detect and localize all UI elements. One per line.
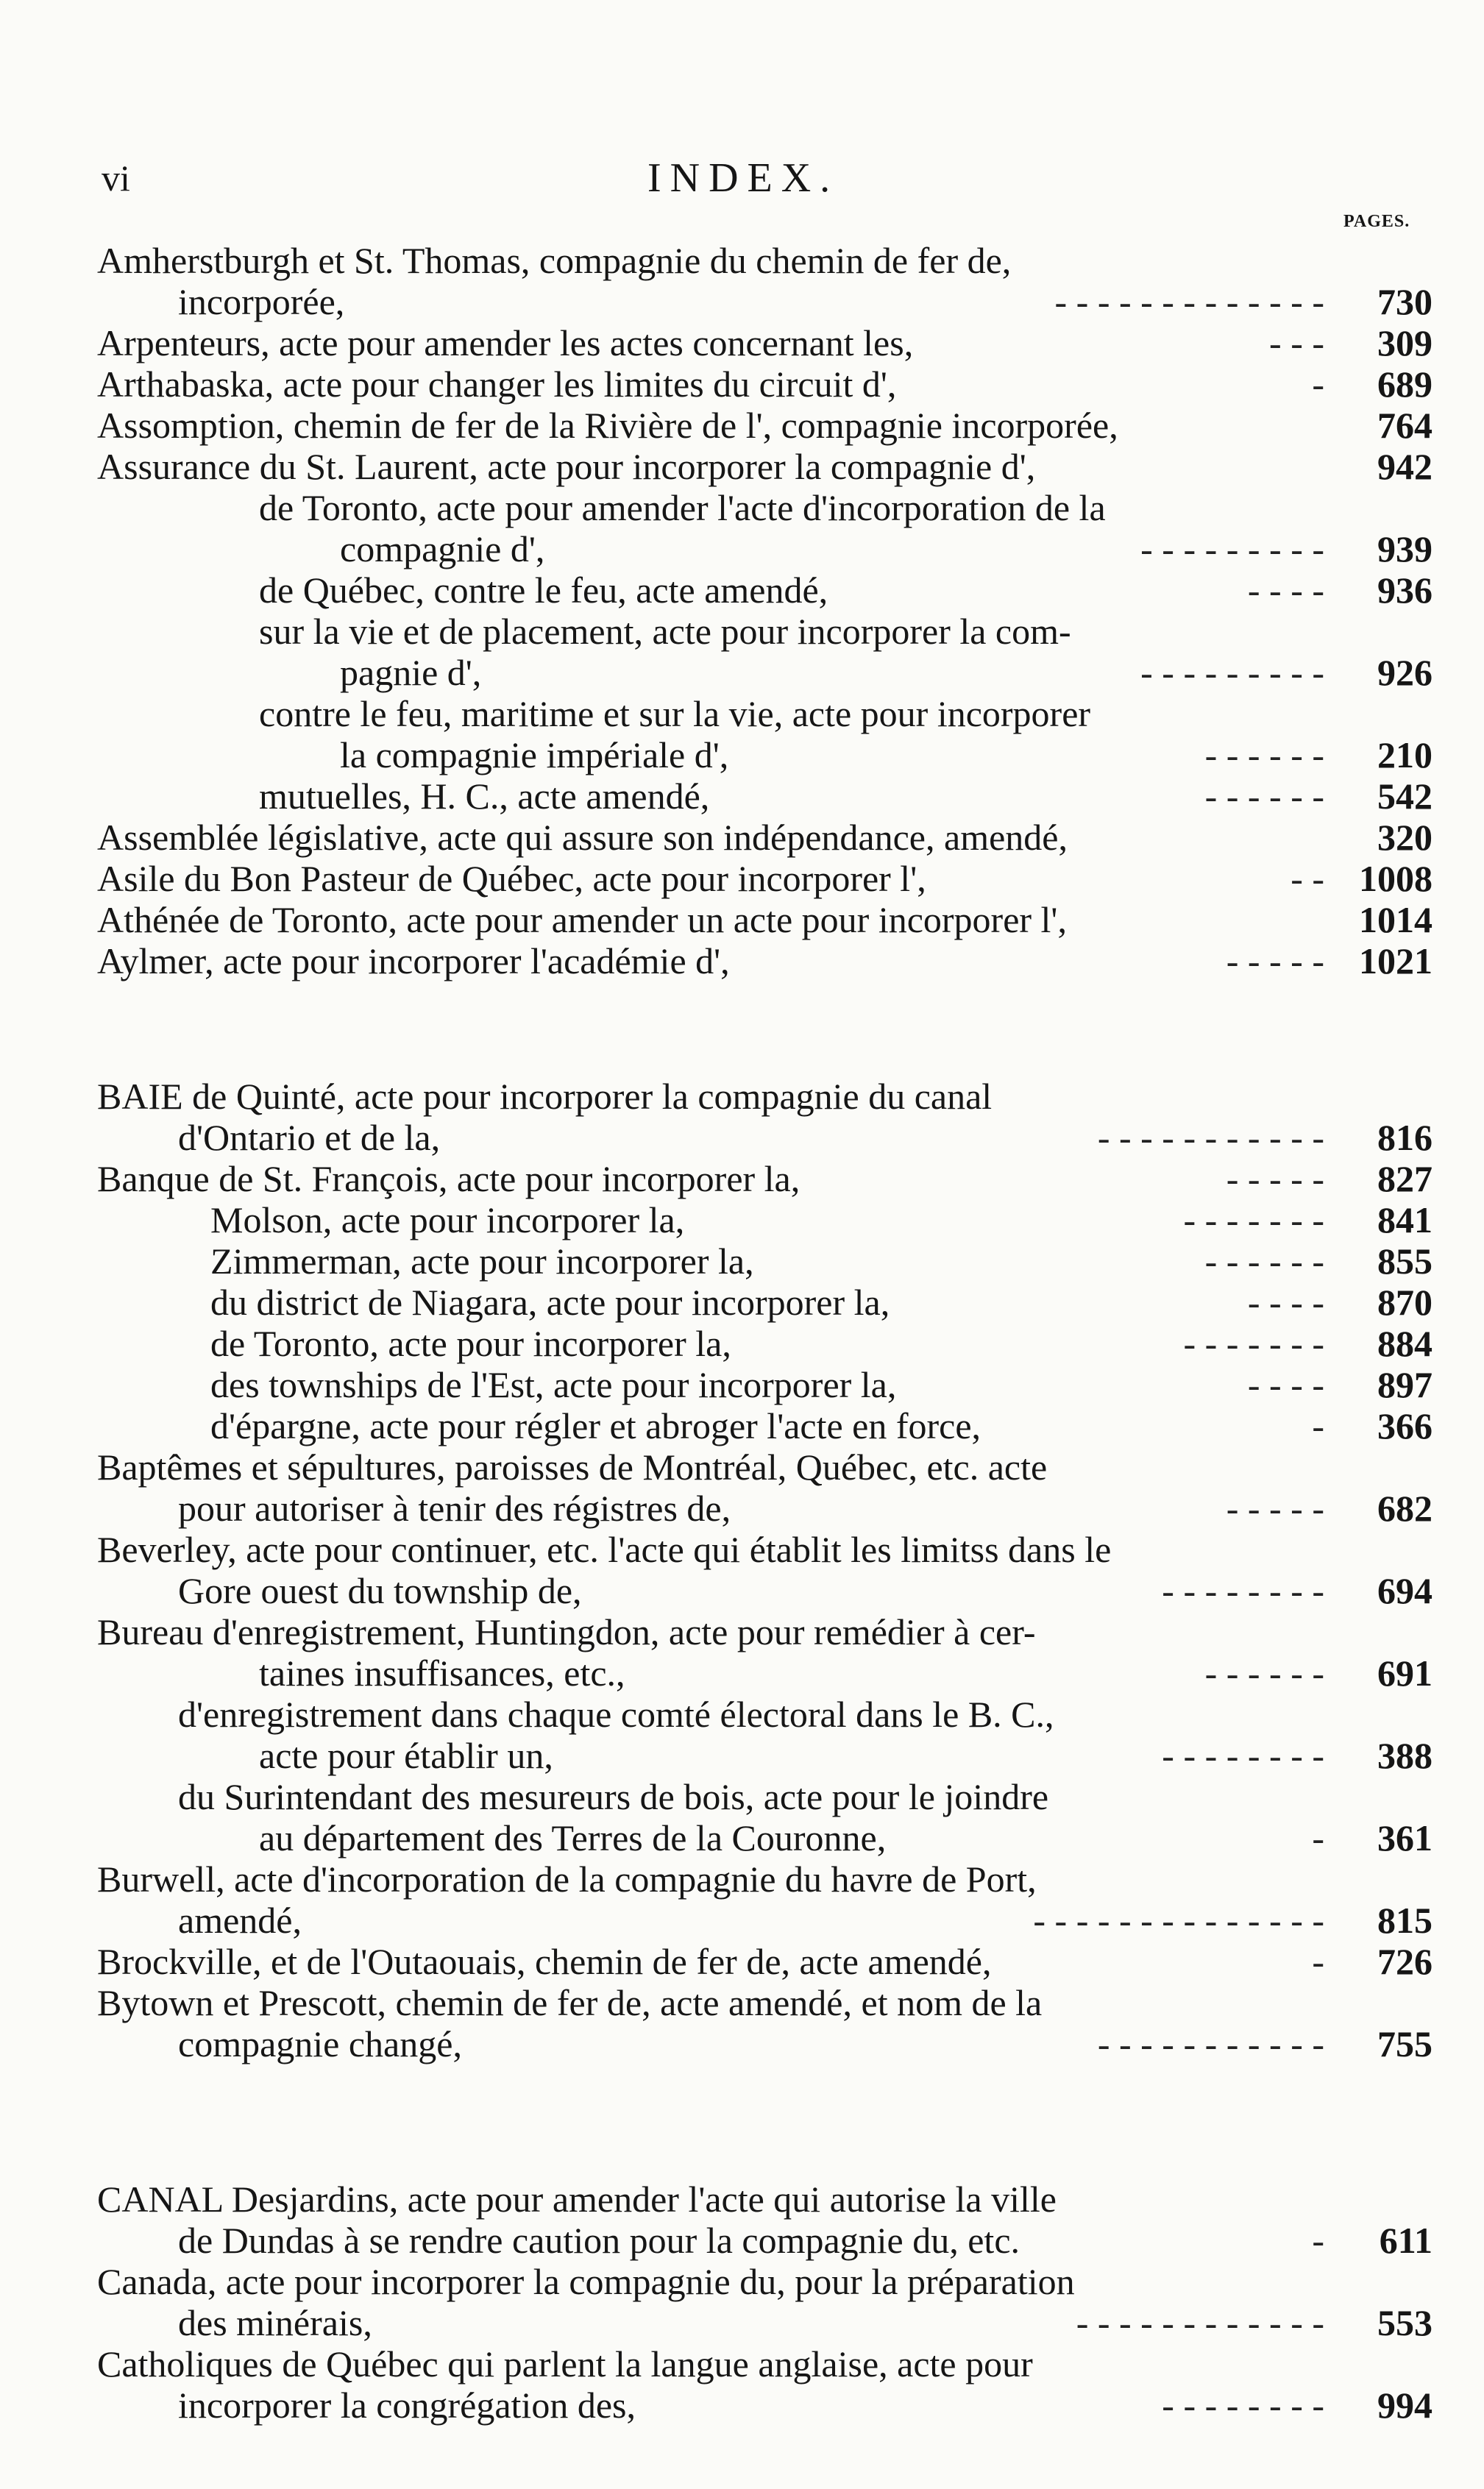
index-entry	[0, 2261, 1484, 2343]
index-entry-line	[0, 569, 1484, 611]
dot-leader: - - - - - - -	[1183, 1323, 1324, 1364]
entry-text: Beverley, acte pour continuer, etc. l'acte qui établit les limitss dans le	[97, 1529, 1112, 1570]
dot-leader: - - - - - -	[1204, 1652, 1324, 1694]
dot-leader: - - - - - - - - - - -	[1097, 1117, 1324, 1158]
index-section-b	[0, 1076, 1484, 2064]
dot-leader: - - - - - -	[1204, 1240, 1324, 1282]
index-entry-line	[0, 734, 1484, 775]
index-entry	[0, 363, 1484, 405]
dot-leader: - - - -	[1247, 1364, 1324, 1405]
dot-leader: -	[1312, 1817, 1324, 1858]
page-number: 726	[1377, 1941, 1432, 1982]
index-entry-line	[0, 1858, 1484, 1900]
index-entry-line	[0, 446, 1484, 487]
entry-text: Zimmerman, acte pour incorporer la,	[210, 1240, 754, 1282]
entry-text: de Dundas à se rendre caution pour la compagnie du, etc.	[178, 2220, 1020, 2261]
page-number: 366	[1377, 1405, 1432, 1446]
entry-text: pour autoriser à tenir des régistres de,	[178, 1488, 731, 1529]
dot-leader: - - - - -	[1226, 1488, 1324, 1529]
page-number: 841	[1377, 1199, 1432, 1240]
index-entry	[0, 817, 1484, 858]
index-entry	[0, 1941, 1484, 1982]
index-entry	[0, 1323, 1484, 1364]
entry-text: Gore ouest du township de,	[178, 1570, 582, 1611]
index-entry-line	[0, 322, 1484, 363]
index-entry-line	[0, 240, 1484, 281]
dot-leader: - - - - -	[1226, 1158, 1324, 1199]
index-entry	[0, 2343, 1484, 2426]
index-entry-line	[0, 1076, 1484, 1117]
index-entry	[0, 569, 1484, 611]
entry-text: compagnie d',	[340, 528, 545, 569]
entry-text: Athénée de Toronto, acte pour amender un acte pour incorporer l',	[97, 899, 1067, 940]
index-entry	[0, 693, 1484, 775]
page-number: 553	[1377, 2302, 1432, 2343]
index-section-c	[0, 2179, 1484, 2426]
page-number: 870	[1377, 1282, 1432, 1323]
index-section-a	[0, 240, 1484, 981]
entry-text: Arpenteurs, acte pour amender les actes concernant les,	[97, 322, 914, 363]
index-entry	[0, 1158, 1484, 1199]
entry-text: taines insuffisances, etc.,	[259, 1652, 625, 1694]
index-entry	[0, 322, 1484, 363]
index-entry	[0, 487, 1484, 569]
page-number: 939	[1377, 528, 1432, 569]
index-entry-line	[0, 2343, 1484, 2385]
dot-leader: - - - - - - - - - - -	[1097, 2023, 1324, 2064]
index-entry	[0, 1364, 1484, 1405]
page-number: 942	[1377, 446, 1432, 487]
page-number: 388	[1377, 1735, 1432, 1776]
dot-leader: - - - -	[1247, 569, 1324, 611]
dot-leader: - - -	[1269, 322, 1324, 363]
index-entry	[0, 446, 1484, 487]
entry-text: d'épargne, acte pour régler et abroger l'acte en force,	[210, 1405, 981, 1446]
index-entry-line	[0, 1817, 1484, 1858]
index-entry-line	[0, 1117, 1484, 1158]
dot-leader: -	[1312, 1405, 1324, 1446]
entry-text: Bureau d'enregistrement, Huntingdon, acte pour remédier à cer-	[97, 1611, 1036, 1652]
entry-text: Assemblée législative, acte qui assure son indépendance, amendé,	[97, 817, 1068, 858]
entry-text: Molson, acte pour incorporer la,	[210, 1199, 685, 1240]
page-number: 320	[1377, 817, 1432, 858]
entry-text: Aylmer, acte pour incorporer l'académie d',	[97, 940, 730, 981]
index-entry	[0, 1529, 1484, 1611]
entry-text: pagnie d',	[340, 652, 482, 693]
index-entry-line	[0, 2261, 1484, 2302]
index-entry-line	[0, 611, 1484, 652]
dot-leader: - - - - -	[1226, 940, 1324, 981]
page-folio: vi	[102, 157, 130, 199]
dot-leader: -	[1312, 363, 1324, 405]
index-entry-line	[0, 2302, 1484, 2343]
entry-text: Baptêmes et sépultures, paroisses de Montréal, Québec, etc. acte	[97, 1446, 1048, 1488]
index-entry-line	[0, 281, 1484, 322]
page-number: 682	[1377, 1488, 1432, 1529]
index-entry-line	[0, 1323, 1484, 1364]
dot-leader: - - - - - - - -	[1162, 1570, 1324, 1611]
index-entry-line	[0, 1158, 1484, 1199]
page-number: 611	[1379, 2220, 1432, 2261]
entry-text: incorporée,	[178, 281, 345, 322]
entry-text: de Québec, contre le feu, acte amendé,	[259, 569, 828, 611]
page-number: 755	[1377, 2023, 1432, 2064]
entry-text: Catholiques de Québec qui parlent la langue anglaise, acte pour	[97, 2343, 1033, 2385]
entry-text: amendé,	[178, 1900, 302, 1941]
index-entry	[0, 1776, 1484, 1858]
index-entry-line	[0, 1199, 1484, 1240]
index-entry	[0, 405, 1484, 446]
dot-leader: - - - - - - - -	[1162, 2385, 1324, 2426]
index-entry-line	[0, 652, 1484, 693]
entry-text: au département des Terres de la Couronne,	[259, 1817, 887, 1858]
entry-text: du district de Niagara, acte pour incorporer la,	[210, 1282, 890, 1323]
index-entry	[0, 1199, 1484, 1240]
entry-text: du Surintendant des mesureurs de bois, acte pour le joindre	[178, 1776, 1049, 1817]
dot-leader: - - - - - -	[1204, 775, 1324, 817]
index-entry-line	[0, 1900, 1484, 1941]
pages-column-label: PAGES.	[1343, 212, 1410, 231]
index-entry-line	[0, 899, 1484, 940]
entry-text: CANAL Desjardins, acte pour amender l'acte qui autorise la ville	[97, 2179, 1057, 2220]
entry-text: des minérais,	[178, 2302, 372, 2343]
index-entry	[0, 899, 1484, 940]
page-number: 897	[1377, 1364, 1432, 1405]
entry-text: sur la vie et de placement, acte pour incorporer la com-	[259, 611, 1071, 652]
dot-leader: - - - -	[1247, 1282, 1324, 1323]
page-number: 1014	[1359, 899, 1432, 940]
index-entry-line	[0, 1694, 1484, 1735]
index-entry	[0, 775, 1484, 817]
index-entry-line	[0, 1652, 1484, 1694]
entry-text: de Toronto, acte pour incorporer la,	[210, 1323, 731, 1364]
entry-text: des townships de l'Est, acte pour incorporer la,	[210, 1364, 897, 1405]
index-entry-line	[0, 1941, 1484, 1982]
entry-text: Assurance du St. Laurent, acte pour incorporer la compagnie d',	[97, 446, 1036, 487]
index-entry	[0, 2179, 1484, 2261]
page-number: 816	[1377, 1117, 1432, 1158]
index-entry-line	[0, 1776, 1484, 1817]
entry-text: BAIE de Quinté, acte pour incorporer la compagnie du canal	[97, 1076, 993, 1117]
index-entry	[0, 1282, 1484, 1323]
page-number: 884	[1377, 1323, 1432, 1364]
page-number: 694	[1377, 1570, 1432, 1611]
index-entry-line	[0, 528, 1484, 569]
dot-leader: - - - - - - - -	[1162, 1735, 1324, 1776]
running-head-title: INDEX.	[647, 155, 839, 201]
dot-leader: - - - - - - - - - - - - - -	[1033, 1900, 1324, 1941]
index-entry-line	[0, 775, 1484, 817]
index-entry-line	[0, 1240, 1484, 1282]
entry-text: la compagnie impériale d',	[340, 734, 729, 775]
index-entry-line	[0, 1611, 1484, 1652]
entry-text: Arthabaska, acte pour changer les limites du circuit d',	[97, 363, 897, 405]
index-entry-line	[0, 858, 1484, 899]
index-entry	[0, 1982, 1484, 2064]
index-entry	[0, 1446, 1484, 1529]
entry-text: Brockville, et de l'Outaouais, chemin de fer de, acte amendé,	[97, 1941, 992, 1982]
index-entry-line	[0, 405, 1484, 446]
entry-text: d'enregistrement dans chaque comté électoral dans le B. C.,	[178, 1694, 1054, 1735]
index-entry-line	[0, 1446, 1484, 1488]
index-entry-line	[0, 940, 1484, 981]
index-entry	[0, 858, 1484, 899]
dot-leader: - - - - - - - - -	[1140, 528, 1324, 569]
index-entry-line	[0, 2179, 1484, 2220]
page-number: 309	[1377, 322, 1432, 363]
page-number: 994	[1377, 2385, 1432, 2426]
dot-leader: -	[1312, 2220, 1324, 2261]
index-entry	[0, 240, 1484, 322]
dot-leader: - - - - - - - - - - - - -	[1054, 281, 1324, 322]
index-entry	[0, 611, 1484, 693]
index-entry-line	[0, 363, 1484, 405]
dot-leader: - - - - - - -	[1183, 1199, 1324, 1240]
page-number: 855	[1377, 1240, 1432, 1282]
entry-text: mutuelles, H. C., acte amendé,	[259, 775, 710, 817]
index-entry-line	[0, 1982, 1484, 2023]
page-number: 361	[1377, 1817, 1432, 1858]
page-number: 210	[1377, 734, 1432, 775]
index-entry-line	[0, 1282, 1484, 1323]
index-entry-line	[0, 2385, 1484, 2426]
page-number: 827	[1377, 1158, 1432, 1199]
entry-text: incorporer la congrégation des,	[178, 2385, 636, 2426]
index-entry	[0, 1076, 1484, 1158]
entry-text: d'Ontario et de la,	[178, 1117, 441, 1158]
index-entry-line	[0, 1735, 1484, 1776]
index-entry	[0, 940, 1484, 981]
index-entry-line	[0, 487, 1484, 528]
index-entry-line	[0, 1364, 1484, 1405]
entry-text: Canada, acte pour incorporer la compagnie du, pour la préparation	[97, 2261, 1075, 2302]
index-entry	[0, 1405, 1484, 1446]
entry-text: Asile du Bon Pasteur de Québec, acte pour incorporer l',	[97, 858, 926, 899]
dot-leader: - - - - - -	[1204, 734, 1324, 775]
index-entry-line	[0, 817, 1484, 858]
page-number: 691	[1377, 1652, 1432, 1694]
index-entry-line	[0, 2220, 1484, 2261]
page-number: 1008	[1359, 858, 1432, 899]
page-number: 764	[1377, 405, 1432, 446]
index-entry-line	[0, 2023, 1484, 2064]
page-number: 815	[1377, 1900, 1432, 1941]
entry-text: Bytown et Prescott, chemin de fer de, acte amendé, et nom de la	[97, 1982, 1043, 2023]
index-entry-line	[0, 1405, 1484, 1446]
entry-text: compagnie changé,	[178, 2023, 462, 2064]
page-number: 689	[1377, 363, 1432, 405]
index-entry	[0, 1694, 1484, 1776]
page-number: 730	[1377, 281, 1432, 322]
dot-leader: - - - - - - - - -	[1140, 652, 1324, 693]
dot-leader: -	[1312, 1941, 1324, 1982]
index-entry	[0, 1611, 1484, 1694]
dot-leader: - - - - - - - - - - - -	[1076, 2302, 1324, 2343]
page-number: 936	[1377, 569, 1432, 611]
entry-text: Banque de St. François, acte pour incorporer la,	[97, 1158, 800, 1199]
dot-leader: - -	[1290, 858, 1324, 899]
page-number: 926	[1377, 652, 1432, 693]
page-number: 542	[1377, 775, 1432, 817]
entry-text: contre le feu, maritime et sur la vie, acte pour incorporer	[259, 693, 1091, 734]
index-entry-line	[0, 1488, 1484, 1529]
index-entry-line	[0, 693, 1484, 734]
entry-text: Assomption, chemin de fer de la Rivière de l', compagnie incorporée,	[97, 405, 1118, 446]
index-entry	[0, 1858, 1484, 1941]
entry-text: de Toronto, acte pour amender l'acte d'incorporation de la	[259, 487, 1106, 528]
entry-text: Burwell, acte d'incorporation de la compagnie du havre de Port,	[97, 1858, 1037, 1900]
entry-text: Amherstburgh et St. Thomas, compagnie du chemin de fer de,	[97, 240, 1012, 281]
entry-text: acte pour établir un,	[259, 1735, 553, 1776]
page-number: 1021	[1359, 940, 1432, 981]
index-entry-line	[0, 1529, 1484, 1570]
index-entry-line	[0, 1570, 1484, 1611]
index-entry	[0, 1240, 1484, 1282]
